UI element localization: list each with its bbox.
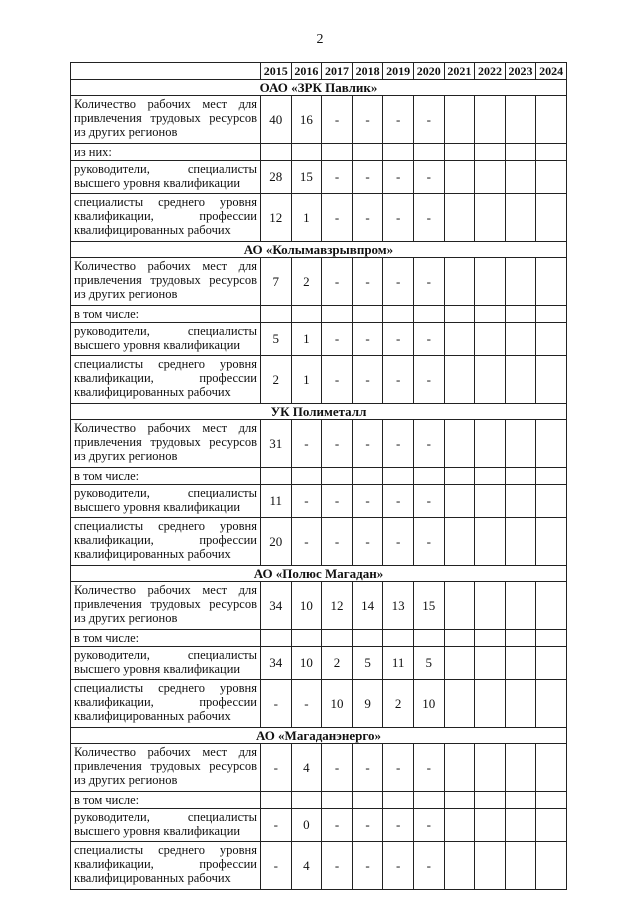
value-cell	[444, 356, 475, 404]
value-cell	[444, 809, 475, 842]
workforce-table	[70, 62, 567, 890]
value-cell: 10	[413, 680, 444, 728]
table-row	[71, 518, 567, 566]
value-cell	[505, 792, 536, 809]
value-cell	[475, 306, 506, 323]
value-cell	[291, 468, 322, 485]
value-cell: 15	[413, 582, 444, 630]
value-cell	[261, 468, 292, 485]
value-cell	[352, 144, 383, 161]
value-cell: -	[383, 420, 414, 468]
value-cell: 10	[322, 680, 353, 728]
value-cell	[352, 306, 383, 323]
value-cell	[444, 680, 475, 728]
value-cell	[475, 842, 506, 890]
value-cell: -	[383, 485, 414, 518]
value-cell: -	[413, 194, 444, 242]
value-cell	[444, 194, 475, 242]
value-cell: -	[291, 518, 322, 566]
row-label: Количество рабочих мест для привлечения трудовых ресурсов из других регионов	[71, 258, 261, 306]
company-header-row	[71, 242, 567, 258]
value-cell: -	[383, 323, 414, 356]
row-label: руководители, специалисты высшего уровня квалификации	[71, 809, 261, 842]
value-cell: -	[413, 485, 444, 518]
value-cell	[475, 194, 506, 242]
value-cell: -	[383, 518, 414, 566]
value-cell	[475, 144, 506, 161]
value-cell	[475, 744, 506, 792]
value-cell	[261, 792, 292, 809]
value-cell: -	[352, 258, 383, 306]
value-cell: 2	[261, 356, 292, 404]
value-cell: 1	[291, 323, 322, 356]
row-label: руководители, специалисты высшего уровня квалификации	[71, 485, 261, 518]
year-header-blank	[71, 63, 261, 80]
row-label: Количество рабочих мест для привлечения трудовых ресурсов из других регионов	[71, 744, 261, 792]
table-row	[71, 680, 567, 728]
table-row	[71, 356, 567, 404]
value-cell: -	[383, 744, 414, 792]
value-cell	[444, 144, 475, 161]
value-cell	[536, 647, 567, 680]
value-cell: 13	[383, 582, 414, 630]
value-cell: -	[352, 485, 383, 518]
year-header: 2021	[444, 63, 475, 80]
table-row	[71, 258, 567, 306]
subheader-row	[71, 630, 567, 647]
value-cell	[413, 792, 444, 809]
value-cell	[322, 630, 353, 647]
workforce-table-container	[70, 62, 566, 890]
value-cell: -	[413, 744, 444, 792]
value-cell	[505, 518, 536, 566]
value-cell	[291, 306, 322, 323]
row-label: руководители, специалисты высшего уровня квалификации	[71, 161, 261, 194]
company-header-row	[71, 728, 567, 744]
value-cell: -	[261, 744, 292, 792]
value-cell: -	[413, 518, 444, 566]
value-cell: -	[291, 420, 322, 468]
value-cell	[444, 485, 475, 518]
row-label: Количество рабочих мест для привлечения трудовых ресурсов из других регионов	[71, 582, 261, 630]
subheader-row	[71, 468, 567, 485]
value-cell	[444, 161, 475, 194]
value-cell	[505, 306, 536, 323]
subheader-row	[71, 306, 567, 323]
value-cell: 2	[383, 680, 414, 728]
company-name: АО «Полюс Магадан»	[71, 566, 567, 582]
company-header-row	[71, 566, 567, 582]
value-cell	[475, 356, 506, 404]
value-cell	[322, 468, 353, 485]
table-row	[71, 420, 567, 468]
value-cell	[536, 96, 567, 144]
value-cell	[505, 468, 536, 485]
subheader-label: в том числе:	[71, 306, 261, 323]
value-cell: 10	[291, 582, 322, 630]
row-label: Количество рабочих мест для привлечения трудовых ресурсов из других регионов	[71, 96, 261, 144]
value-cell: -	[352, 194, 383, 242]
value-cell	[536, 792, 567, 809]
subheader-label: в том числе:	[71, 792, 261, 809]
value-cell	[444, 468, 475, 485]
value-cell	[475, 323, 506, 356]
value-cell	[505, 680, 536, 728]
value-cell	[475, 792, 506, 809]
row-label: специалисты среднего уровня квалификации, профессии квалифицированных рабочих	[71, 842, 261, 890]
table-row	[71, 161, 567, 194]
value-cell	[475, 420, 506, 468]
value-cell: -	[261, 842, 292, 890]
value-cell	[505, 356, 536, 404]
value-cell	[505, 323, 536, 356]
value-cell	[413, 468, 444, 485]
value-cell	[505, 485, 536, 518]
subheader-label: в том числе:	[71, 630, 261, 647]
table-row	[71, 323, 567, 356]
value-cell: -	[413, 842, 444, 890]
value-cell	[413, 630, 444, 647]
year-header: 2020	[413, 63, 444, 80]
value-cell	[505, 647, 536, 680]
year-header-row	[71, 63, 567, 80]
value-cell	[383, 792, 414, 809]
value-cell: 1	[291, 356, 322, 404]
row-label: Количество рабочих мест для привлечения трудовых ресурсов из других регионов	[71, 420, 261, 468]
value-cell	[536, 842, 567, 890]
year-header: 2017	[322, 63, 353, 80]
value-cell: -	[413, 809, 444, 842]
value-cell: 31	[261, 420, 292, 468]
value-cell	[475, 630, 506, 647]
year-header: 2019	[383, 63, 414, 80]
value-cell: -	[322, 258, 353, 306]
value-cell	[352, 630, 383, 647]
value-cell: -	[352, 356, 383, 404]
value-cell: 2	[322, 647, 353, 680]
value-cell	[261, 630, 292, 647]
value-cell: -	[322, 420, 353, 468]
value-cell	[505, 144, 536, 161]
company-name: АО «Магаданэнерго»	[71, 728, 567, 744]
row-label: специалисты среднего уровня квалификации, профессии квалифицированных рабочих	[71, 518, 261, 566]
value-cell	[383, 630, 414, 647]
value-cell: -	[261, 809, 292, 842]
value-cell	[444, 323, 475, 356]
value-cell: 12	[261, 194, 292, 242]
value-cell	[261, 144, 292, 161]
value-cell	[536, 809, 567, 842]
value-cell	[322, 306, 353, 323]
value-cell	[291, 630, 322, 647]
value-cell: 4	[291, 842, 322, 890]
value-cell: -	[383, 842, 414, 890]
company-name: ОАО «ЗРК Павлик»	[71, 80, 567, 96]
value-cell	[505, 842, 536, 890]
value-cell	[444, 258, 475, 306]
value-cell	[505, 744, 536, 792]
row-label: специалисты среднего уровня квалификации, профессии квалифицированных рабочих	[71, 680, 261, 728]
value-cell	[444, 744, 475, 792]
row-label: специалисты среднего уровня квалификации, профессии квалифицированных рабочих	[71, 356, 261, 404]
value-cell	[505, 630, 536, 647]
value-cell	[352, 792, 383, 809]
value-cell: 28	[261, 161, 292, 194]
value-cell: -	[352, 323, 383, 356]
value-cell	[536, 630, 567, 647]
value-cell	[475, 96, 506, 144]
table-row	[71, 842, 567, 890]
value-cell	[536, 144, 567, 161]
value-cell	[536, 323, 567, 356]
subheader-row	[71, 144, 567, 161]
value-cell	[444, 420, 475, 468]
value-cell	[413, 144, 444, 161]
value-cell: 4	[291, 744, 322, 792]
value-cell: -	[322, 161, 353, 194]
value-cell	[536, 744, 567, 792]
value-cell: -	[383, 356, 414, 404]
value-cell: 10	[291, 647, 322, 680]
year-header: 2022	[475, 63, 506, 80]
value-cell: 2	[291, 258, 322, 306]
value-cell	[444, 518, 475, 566]
value-cell	[383, 468, 414, 485]
subheader-row	[71, 792, 567, 809]
value-cell	[475, 518, 506, 566]
value-cell: -	[352, 161, 383, 194]
value-cell	[444, 630, 475, 647]
value-cell: 34	[261, 647, 292, 680]
table-row	[71, 744, 567, 792]
year-header: 2023	[505, 63, 536, 80]
value-cell	[536, 680, 567, 728]
value-cell: -	[413, 356, 444, 404]
value-cell	[322, 792, 353, 809]
value-cell	[475, 161, 506, 194]
value-cell	[475, 647, 506, 680]
value-cell	[536, 582, 567, 630]
company-name: УК Полиметалл	[71, 404, 567, 420]
value-cell: -	[383, 258, 414, 306]
value-cell: 12	[322, 582, 353, 630]
value-cell: 14	[352, 582, 383, 630]
value-cell: 20	[261, 518, 292, 566]
value-cell: -	[383, 809, 414, 842]
value-cell: -	[291, 485, 322, 518]
value-cell	[475, 680, 506, 728]
table-row	[71, 194, 567, 242]
value-cell: -	[322, 356, 353, 404]
table-body	[71, 80, 567, 890]
value-cell	[505, 420, 536, 468]
value-cell: -	[352, 809, 383, 842]
value-cell	[383, 144, 414, 161]
value-cell	[291, 144, 322, 161]
value-cell: -	[322, 809, 353, 842]
value-cell	[536, 485, 567, 518]
value-cell	[475, 258, 506, 306]
value-cell	[505, 582, 536, 630]
value-cell: -	[352, 96, 383, 144]
value-cell: 16	[291, 96, 322, 144]
value-cell	[536, 306, 567, 323]
row-label: руководители, специалисты высшего уровня квалификации	[71, 323, 261, 356]
value-cell: 7	[261, 258, 292, 306]
value-cell	[383, 306, 414, 323]
table-row	[71, 96, 567, 144]
year-header: 2018	[352, 63, 383, 80]
value-cell: -	[322, 744, 353, 792]
value-cell	[444, 96, 475, 144]
subheader-label: в том числе:	[71, 468, 261, 485]
value-cell	[413, 306, 444, 323]
value-cell: -	[383, 194, 414, 242]
value-cell	[505, 258, 536, 306]
value-cell	[444, 792, 475, 809]
value-cell: -	[322, 485, 353, 518]
value-cell	[505, 161, 536, 194]
value-cell: -	[352, 744, 383, 792]
value-cell	[475, 468, 506, 485]
subheader-label: из них:	[71, 144, 261, 161]
value-cell: -	[352, 842, 383, 890]
value-cell: -	[383, 161, 414, 194]
value-cell	[536, 518, 567, 566]
value-cell: 5	[413, 647, 444, 680]
value-cell: 15	[291, 161, 322, 194]
year-header: 2015	[261, 63, 292, 80]
value-cell	[444, 647, 475, 680]
table-row	[71, 485, 567, 518]
value-cell: 0	[291, 809, 322, 842]
value-cell: -	[352, 420, 383, 468]
value-cell: 5	[261, 323, 292, 356]
company-header-row	[71, 80, 567, 96]
value-cell: 9	[352, 680, 383, 728]
page-number: 2	[316, 32, 324, 47]
value-cell: -	[352, 518, 383, 566]
value-cell: -	[322, 842, 353, 890]
value-cell: 11	[261, 485, 292, 518]
value-cell: 1	[291, 194, 322, 242]
value-cell	[536, 194, 567, 242]
value-cell	[475, 485, 506, 518]
value-cell: 34	[261, 582, 292, 630]
value-cell	[444, 842, 475, 890]
value-cell: -	[413, 161, 444, 194]
value-cell: -	[413, 258, 444, 306]
value-cell: -	[413, 420, 444, 468]
value-cell: 11	[383, 647, 414, 680]
value-cell	[536, 258, 567, 306]
value-cell: -	[383, 96, 414, 144]
value-cell	[322, 144, 353, 161]
value-cell	[475, 582, 506, 630]
value-cell: 40	[261, 96, 292, 144]
value-cell: 5	[352, 647, 383, 680]
value-cell: -	[322, 194, 353, 242]
row-label: специалисты среднего уровня квалификации, профессии квалифицированных рабочих	[71, 194, 261, 242]
value-cell: -	[413, 323, 444, 356]
value-cell	[536, 356, 567, 404]
value-cell	[505, 809, 536, 842]
value-cell: -	[261, 680, 292, 728]
table-row	[71, 809, 567, 842]
table-row	[71, 582, 567, 630]
row-label: руководители, специалисты высшего уровня квалификации	[71, 647, 261, 680]
value-cell	[261, 306, 292, 323]
value-cell	[444, 306, 475, 323]
value-cell	[536, 161, 567, 194]
value-cell	[536, 468, 567, 485]
value-cell	[291, 792, 322, 809]
value-cell: -	[322, 323, 353, 356]
company-name: АО «Колымавзрывпром»	[71, 242, 567, 258]
value-cell: -	[413, 96, 444, 144]
value-cell	[352, 468, 383, 485]
table-row	[71, 647, 567, 680]
company-header-row	[71, 404, 567, 420]
value-cell	[475, 809, 506, 842]
value-cell: -	[291, 680, 322, 728]
value-cell	[536, 420, 567, 468]
value-cell: -	[322, 518, 353, 566]
value-cell	[505, 96, 536, 144]
year-header: 2016	[291, 63, 322, 80]
value-cell	[444, 582, 475, 630]
value-cell	[505, 194, 536, 242]
value-cell: -	[322, 96, 353, 144]
year-header: 2024	[536, 63, 567, 80]
